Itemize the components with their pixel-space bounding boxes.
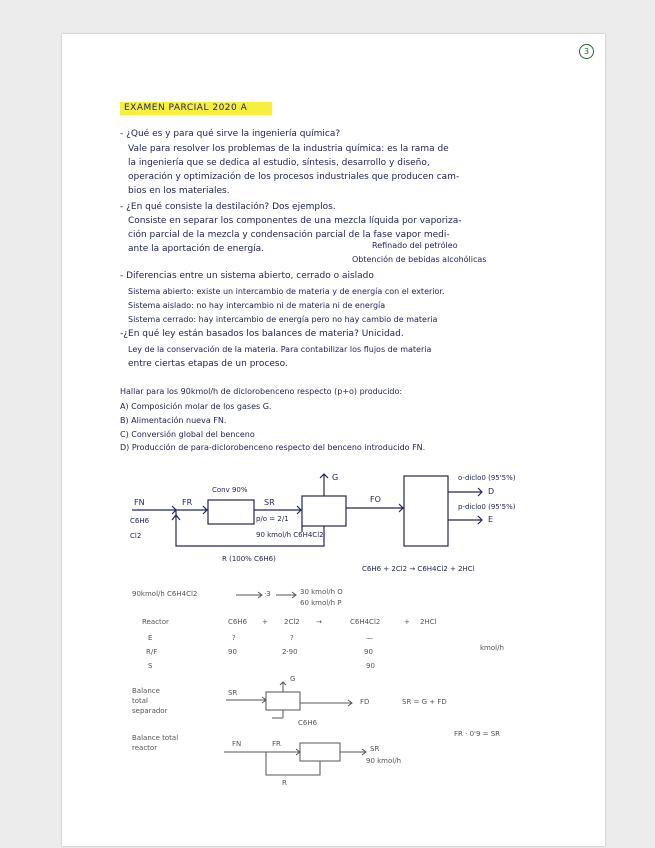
q1-question: - ¿Qué es y para qué sirve la ingeniería química? xyxy=(120,129,341,139)
table-head: 2HCl xyxy=(420,618,437,626)
calc-factor: ·3 xyxy=(264,590,271,598)
q1-answer-line: bios en los materiales. xyxy=(128,186,230,196)
label-recycle: R (100% C6H6) xyxy=(222,555,276,563)
label-ratio: p/o = 2/1 xyxy=(256,515,289,523)
table-cell: 90 xyxy=(366,662,375,670)
label-fo: FO xyxy=(370,495,381,504)
calc-result-p: 60 kmol/h P xyxy=(300,599,342,607)
table-head: 2Cl2 xyxy=(284,618,300,626)
reac-balance-label: Balance total xyxy=(132,734,179,742)
reac-balance-label: reactor xyxy=(132,744,158,752)
sep-g: G xyxy=(290,675,296,683)
sep-equation: SR = G + FD xyxy=(402,698,447,706)
table-row-label: S xyxy=(148,662,153,670)
q4-answer-line: entre ciertas etapas de un proceso. xyxy=(128,359,288,369)
label-sr: SR xyxy=(264,498,275,507)
label-fr: FR xyxy=(182,498,193,507)
q1-answer-line: Vale para resolver los problemas de la industria química: es la rama de xyxy=(128,144,449,154)
q2-example-2: Obtención de bebidas alcohólicas xyxy=(352,255,487,264)
problem-item: B) Alimentación nueva FN. xyxy=(120,416,227,425)
q4-question: -¿En qué ley están basados los balances de materia? Unicidad. xyxy=(120,329,404,339)
q3-answer-line: Sistema cerrado: hay intercambio de energía pero no hay cambio de materia xyxy=(128,315,438,324)
calc-result-o: 30 kmol/h O xyxy=(300,588,343,596)
table-row-label: R/F xyxy=(146,648,158,656)
q3-question: - Diferencias entre un sistema abierto, cerrado o aislado xyxy=(120,271,374,281)
table-cell: ? xyxy=(290,634,294,642)
sep-balance-label: total xyxy=(132,697,149,705)
label-feed-benzene: C6H6 xyxy=(130,517,150,525)
exam-title: EXAMEN PARCIAL 2020 A xyxy=(124,103,248,113)
problem-item: D) Producción de para-diclorobenceno respecto del benceno introducido FN. xyxy=(120,443,426,452)
reac-equation: FR · 0'9 = SR xyxy=(454,730,501,738)
table-head: C6H4Cl2 xyxy=(350,618,381,626)
reac-r: R xyxy=(282,779,287,787)
calc-line: 90kmol/h C6H4Cl2 xyxy=(132,590,198,598)
table-unit: kmol/h xyxy=(480,644,504,652)
problem-item: C) Conversión global del benceno xyxy=(120,430,255,439)
reac-fn: FN xyxy=(232,740,242,748)
table-head: C6H6 xyxy=(228,618,248,626)
sep-fd: FD xyxy=(360,698,370,706)
label-out-para: p-diclo0 (95'5%) xyxy=(458,503,516,511)
table-cell: 2·90 xyxy=(282,648,298,656)
table-row-label: E xyxy=(148,634,153,642)
reac-sr: SR xyxy=(370,745,380,753)
q1-answer-line: la ingeniería que se dedica al estudio, síntesis, desarrollo y diseño, xyxy=(128,158,430,168)
q2-answer-line: ción parcial de la mezcla y condensación parcial de la fase vapor medi- xyxy=(128,230,450,240)
label-out-ortho: o-diclo0 (95'5%) xyxy=(458,474,516,482)
sep-balance-label: separador xyxy=(132,707,168,715)
distillation-box xyxy=(404,476,448,546)
problem-item: A) Composición molar de los gases G. xyxy=(120,402,272,411)
q3-answer-line: Sistema aislado: no hay intercambio ni de materia ni de energía xyxy=(128,301,386,310)
table-head: + xyxy=(404,618,410,626)
table-cell: ? xyxy=(232,634,236,642)
sep-bottom: C6H6 xyxy=(298,719,318,727)
page-number: 3 xyxy=(579,44,594,59)
reac-product: 90 kmol/h xyxy=(366,757,402,765)
label-out-d: D xyxy=(488,487,495,496)
q4-answer-line: Ley de la conservación de la materia. Para contabilizar los flujos de materia xyxy=(128,345,432,354)
reactor-box xyxy=(208,500,254,524)
label-g: G xyxy=(332,473,339,482)
label-fn: FN xyxy=(134,498,145,507)
table-head: Reactor xyxy=(142,618,169,626)
label-out-e: E xyxy=(488,515,494,524)
label-conv: Conv 90% xyxy=(212,486,248,494)
separator-box xyxy=(302,496,346,526)
label-product: 90 kmol/h C6H4Cl2 xyxy=(256,531,324,539)
table-cell: 90 xyxy=(228,648,237,656)
label-feed-chlorine: Cl2 xyxy=(130,532,142,540)
table-cell: — xyxy=(366,634,373,642)
q2-answer-line: ante la aportación de energía. xyxy=(128,244,265,254)
reaction-equation: C6H6 + 2Cl2 → C6H4Cl2 + 2HCl xyxy=(362,565,475,573)
q2-question: - ¿En qué consiste la destilación? Dos ejemplos. xyxy=(120,202,336,212)
sep-sr: SR xyxy=(228,689,238,697)
table-head: → xyxy=(316,618,322,626)
problem-statement: Hallar para los 90kmol/h de diclorobenceno respecto (p+o) producido: xyxy=(120,387,403,396)
q2-answer-line: Consiste en separar los componentes de una mezcla líquida por vaporiza- xyxy=(128,216,462,226)
table-cell: 90 xyxy=(364,648,373,656)
sep-balance-label: Balance xyxy=(132,687,160,695)
q1-answer-line: operación y optimización de los procesos industriales que producen cam- xyxy=(128,172,460,182)
q3-answer-line: Sistema abierto: existe un intercambio de materia y de energía con el exterior. xyxy=(128,287,445,296)
q2-example-1: Refinado del petróleo xyxy=(372,241,458,250)
table-head: + xyxy=(262,618,268,626)
reac-fr: FR xyxy=(272,740,281,748)
